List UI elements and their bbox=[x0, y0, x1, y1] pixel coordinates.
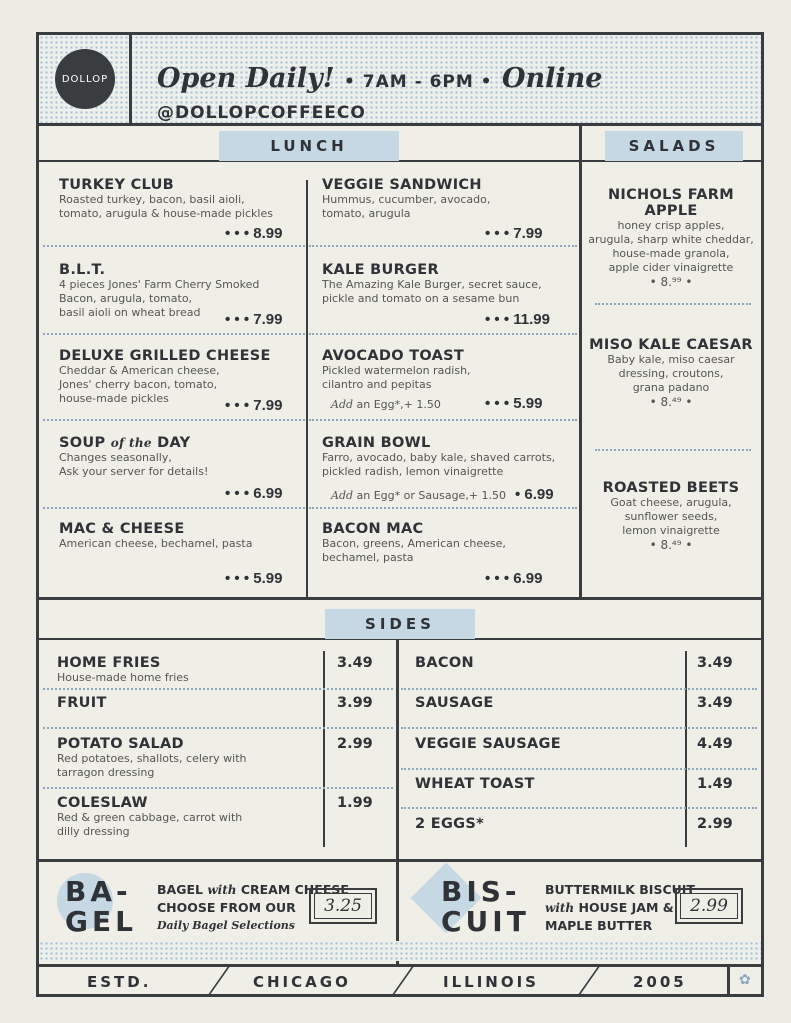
item-name: WHEAT TOAST bbox=[415, 776, 535, 792]
item-desc: arugula, sharp white cheddar, bbox=[588, 233, 754, 246]
menu-item-kale-burger bbox=[322, 262, 542, 306]
add-on-note bbox=[331, 489, 506, 503]
specials-top-rule bbox=[39, 859, 761, 862]
header-band bbox=[39, 35, 761, 126]
bagel-text: CHOOSE FROM OUR bbox=[157, 900, 296, 915]
item-name: KALE BURGER bbox=[322, 262, 439, 278]
side-fruit bbox=[57, 695, 107, 711]
footer-year: 2005 bbox=[633, 973, 687, 991]
sides-price-rule bbox=[323, 651, 325, 847]
row-divider bbox=[43, 688, 393, 690]
item-name: 2 EGGS* bbox=[415, 816, 484, 832]
side-coleslaw bbox=[57, 795, 242, 839]
item-name-script: of the bbox=[110, 436, 152, 450]
item-desc: Red & green cabbage, carrot with bbox=[57, 811, 243, 824]
item-desc: cilantro and pepitas bbox=[322, 378, 432, 391]
bagel-text: CREAM CHEESE bbox=[236, 882, 349, 897]
item-desc: Cheddar & American cheese, bbox=[59, 364, 220, 377]
side-home-fries bbox=[57, 655, 189, 685]
item-desc: tarragon dressing bbox=[57, 766, 155, 779]
item-desc: lemon vinaigrette bbox=[622, 524, 720, 537]
open-daily-text: Open Daily! bbox=[157, 63, 335, 94]
item-desc: American cheese, bechamel, pasta bbox=[59, 537, 253, 550]
flower-icon: ✿ bbox=[739, 972, 754, 988]
item-desc: basil aioli on wheat bread bbox=[59, 306, 201, 319]
item-desc: Roasted turkey, bacon, basil aioli, bbox=[59, 193, 245, 206]
item-desc: Jones' cherry bacon, tomato, bbox=[59, 378, 218, 391]
footer-estd: ESTD. bbox=[87, 973, 152, 991]
row-divider bbox=[595, 303, 751, 305]
biscuit-text: BUTTERMILK BISCUIT bbox=[545, 882, 695, 897]
item-name: BACON MAC bbox=[322, 521, 424, 537]
side-sausage bbox=[415, 695, 494, 711]
add-on-note bbox=[331, 398, 441, 412]
side-bacon bbox=[415, 655, 474, 671]
lunch-heading: LUNCH bbox=[219, 131, 399, 161]
item-price: 1.49 bbox=[697, 776, 733, 792]
item-desc: Bacon, greens, American cheese, bbox=[322, 537, 506, 550]
salad-roasted-beets bbox=[581, 480, 761, 552]
side-potato-salad bbox=[57, 736, 247, 780]
footer-state: ILLINOIS bbox=[443, 973, 539, 991]
item-name: SOUP bbox=[59, 435, 106, 451]
item-price: • • • 5.99 bbox=[485, 395, 543, 412]
row-divider bbox=[401, 807, 757, 809]
item-desc: house-made granola, bbox=[612, 247, 730, 260]
row-divider bbox=[309, 507, 577, 509]
item-price: 3.49 bbox=[697, 695, 733, 711]
header-tagline bbox=[157, 63, 761, 125]
item-price: • • • 6.99 bbox=[225, 485, 283, 502]
item-desc: tomato, arugula bbox=[322, 207, 411, 220]
item-desc: dressing, croutons, bbox=[618, 367, 724, 380]
logo-text: DOLLOP bbox=[61, 73, 109, 85]
item-desc: pickle and tomato on a sesame bun bbox=[322, 292, 520, 305]
item-desc: Hummus, cucumber, avocado, bbox=[322, 193, 491, 206]
dot-strip bbox=[39, 941, 761, 961]
biscuit-price: 2.99 bbox=[680, 893, 738, 919]
add-on-text: an Egg*,+ 1.50 bbox=[353, 398, 441, 411]
item-price: • 8.⁴⁹ • bbox=[649, 395, 693, 409]
biscuit-title bbox=[441, 877, 530, 937]
item-price: • • • 7.99 bbox=[485, 225, 543, 242]
row-divider bbox=[43, 787, 393, 789]
item-name: DAY bbox=[157, 435, 191, 451]
bagel-title-line: BA- bbox=[65, 875, 132, 908]
row-divider bbox=[401, 768, 757, 770]
bagel-script: Daily Bagel Selections bbox=[157, 919, 295, 932]
bagel-title bbox=[65, 877, 137, 937]
salad-miso-kale-caesar bbox=[581, 337, 761, 409]
item-name: SAUSAGE bbox=[415, 695, 494, 711]
salad-nichols-farm-apple bbox=[581, 187, 761, 289]
item-desc: House-made home fries bbox=[57, 671, 189, 684]
item-desc: Bacon, arugula, tomato, bbox=[59, 292, 193, 305]
salads-heading: SALADS bbox=[605, 131, 743, 161]
row-divider bbox=[309, 245, 577, 247]
row-divider bbox=[43, 727, 393, 729]
footer-city: CHICAGO bbox=[253, 973, 351, 991]
item-price: • 8.⁹⁹ • bbox=[649, 275, 693, 289]
item-desc: Red potatoes, shallots, celery with bbox=[57, 752, 247, 765]
item-desc: pickled radish, lemon vinaigrette bbox=[322, 465, 504, 478]
biscuit-description bbox=[545, 881, 695, 935]
item-price: • • • 7.99 bbox=[225, 311, 283, 328]
item-price: • • • 6.99 bbox=[485, 570, 543, 587]
biscuit-title-line: BIS- bbox=[441, 875, 521, 908]
hours-text: • 7AM - 6PM • bbox=[343, 72, 493, 92]
biscuit-script: with bbox=[545, 901, 575, 915]
bagel-script: with bbox=[207, 883, 237, 897]
footer-bar bbox=[39, 964, 761, 997]
item-price: • • • 11.99 bbox=[485, 311, 550, 328]
menu-frame bbox=[36, 32, 764, 997]
row-divider bbox=[595, 449, 751, 451]
side-wheat-toast bbox=[415, 776, 535, 792]
menu-item-bacon-mac bbox=[322, 521, 506, 565]
item-price: • 6.99 bbox=[515, 486, 554, 503]
footer-end-rule bbox=[727, 967, 730, 997]
item-desc: sunflower seeds, bbox=[624, 510, 718, 523]
item-name: GRAIN BOWL bbox=[322, 435, 431, 451]
item-name: POTATO SALAD bbox=[57, 736, 184, 752]
row-divider bbox=[43, 245, 305, 247]
add-script: Add bbox=[331, 489, 354, 502]
add-script: Add bbox=[331, 398, 354, 411]
bagel-text: BAGEL bbox=[157, 882, 208, 897]
item-price: 3.49 bbox=[337, 655, 373, 671]
item-desc: The Amazing Kale Burger, secret sauce, bbox=[322, 278, 542, 291]
menu-item-mac-cheese bbox=[59, 521, 252, 551]
item-desc: dilly dressing bbox=[57, 825, 130, 838]
add-on-text: an Egg* or Sausage,+ 1.50 bbox=[353, 489, 507, 502]
item-desc: tomato, arugula & house-made pickles bbox=[59, 207, 273, 220]
footer-slash bbox=[390, 967, 413, 997]
menu-item-turkey-club bbox=[59, 177, 273, 221]
row-divider bbox=[401, 727, 757, 729]
menu-item-avocado-toast bbox=[322, 348, 471, 392]
item-name: FRUIT bbox=[57, 695, 107, 711]
item-name: AVOCADO TOAST bbox=[322, 348, 465, 364]
biscuit-price-box bbox=[675, 888, 743, 924]
menu-item-veggie-sandwich bbox=[322, 177, 490, 221]
item-desc: honey crisp apples, bbox=[617, 219, 725, 232]
item-price: • • • 5.99 bbox=[225, 570, 283, 587]
side-veggie-sausage bbox=[415, 736, 561, 752]
item-price: • 8.⁴⁹ • bbox=[649, 538, 693, 552]
footer-slash bbox=[206, 967, 229, 997]
logo-box bbox=[39, 35, 132, 123]
item-desc: apple cider vinaigrette bbox=[608, 261, 734, 274]
row-divider bbox=[401, 688, 757, 690]
item-price: 2.99 bbox=[697, 816, 733, 832]
side-two-eggs bbox=[415, 816, 484, 832]
biscuit-text: HOUSE JAM & bbox=[574, 900, 674, 915]
online-text: Online bbox=[501, 63, 603, 94]
item-desc: house-made pickles bbox=[59, 392, 169, 405]
item-desc: Goat cheese, arugula, bbox=[610, 496, 732, 509]
item-desc: 4 pieces Jones' Farm Cherry Smoked bbox=[59, 278, 260, 291]
item-name: MISO KALE CAESAR bbox=[589, 337, 753, 353]
footer-slash bbox=[576, 967, 599, 997]
item-desc: Baby kale, miso caesar bbox=[607, 353, 735, 366]
item-price: 2.99 bbox=[337, 736, 373, 752]
sides-price-rule bbox=[685, 651, 687, 847]
item-name: HOME FRIES bbox=[57, 655, 161, 671]
sides-heading: SIDES bbox=[325, 609, 475, 639]
row-divider bbox=[309, 419, 577, 421]
item-name: ROASTED BEETS bbox=[602, 480, 740, 496]
item-desc: bechamel, pasta bbox=[322, 551, 414, 564]
item-desc: Farro, avocado, baby kale, shaved carrots, bbox=[322, 451, 556, 464]
row-divider bbox=[309, 333, 577, 335]
item-name: BACON bbox=[415, 655, 474, 671]
sides-divider bbox=[396, 640, 399, 859]
item-price: • • • 8.99 bbox=[225, 225, 283, 242]
bagel-price: 3.25 bbox=[314, 893, 372, 919]
item-price: 3.49 bbox=[697, 655, 733, 671]
social-handle: @DOLLOPCOFFEECO bbox=[157, 103, 366, 123]
bagel-title-line: GEL bbox=[65, 905, 137, 938]
dollop-logo bbox=[55, 49, 115, 109]
menu-item-grain-bowl bbox=[322, 435, 555, 479]
item-price: 1.99 bbox=[337, 795, 373, 811]
sides-top-rule bbox=[39, 597, 761, 600]
row-divider bbox=[43, 507, 305, 509]
lunch-column-divider bbox=[306, 180, 308, 597]
item-desc: Changes seasonally, bbox=[59, 451, 172, 464]
biscuit-text: MAPLE BUTTER bbox=[545, 918, 653, 933]
biscuit-title-line: CUIT bbox=[441, 905, 530, 938]
item-desc: Pickled watermelon radish, bbox=[322, 364, 471, 377]
item-desc: grana padano bbox=[632, 381, 710, 394]
item-name: NICHOLS FARM APPLE bbox=[607, 187, 735, 219]
item-name: DELUXE GRILLED CHEESE bbox=[59, 348, 271, 364]
item-desc: Ask your server for details! bbox=[59, 465, 209, 478]
item-name: MAC & CHEESE bbox=[59, 521, 185, 537]
item-name: COLESLAW bbox=[57, 795, 148, 811]
item-name: VEGGIE SAUSAGE bbox=[415, 736, 561, 752]
item-price: 3.99 bbox=[337, 695, 373, 711]
item-price: 4.49 bbox=[697, 736, 733, 752]
item-price: • • • 7.99 bbox=[225, 397, 283, 414]
row-divider bbox=[43, 333, 305, 335]
item-name: TURKEY CLUB bbox=[59, 177, 175, 193]
item-name: B.L.T. bbox=[59, 262, 106, 278]
row-divider bbox=[43, 419, 305, 421]
menu-item-soup bbox=[59, 435, 208, 479]
item-name: VEGGIE SANDWICH bbox=[322, 177, 482, 193]
bagel-price-box bbox=[309, 888, 377, 924]
